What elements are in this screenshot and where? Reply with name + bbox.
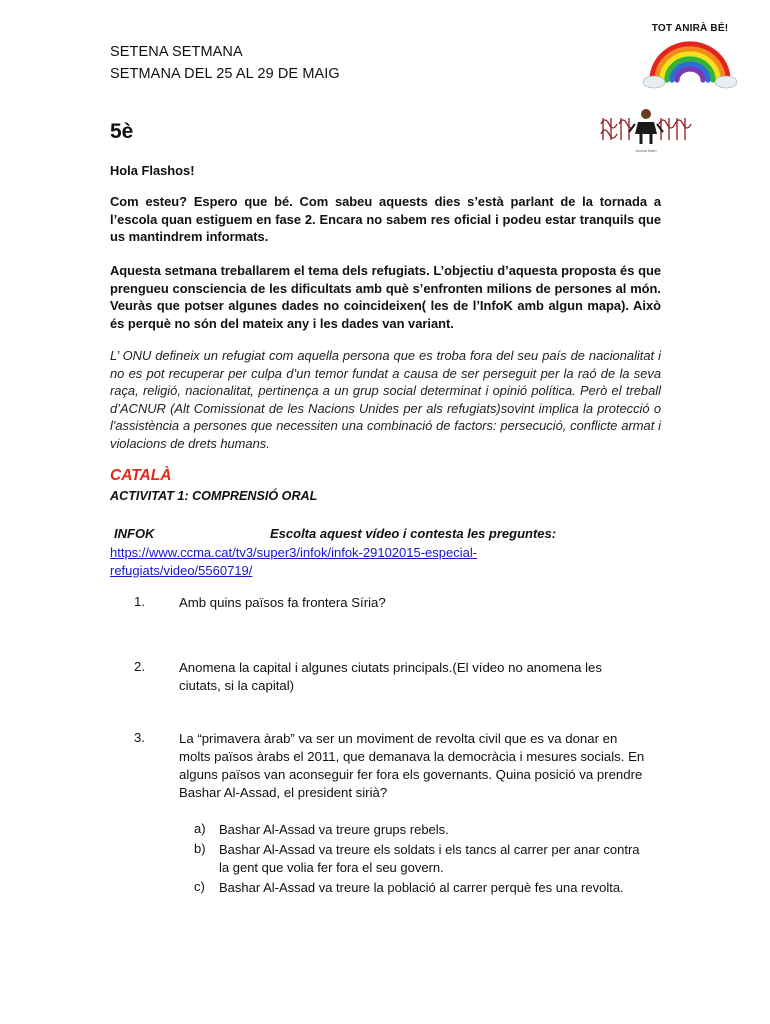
question-number: 1. [134, 594, 145, 609]
question-text: La “primavera àrab” va ser un moviment de revolta civil que es va donar en molts països àrabs el 2011, que demanava la democràcia i mesures socials. En alguns països van aconseguir fer fora els governants. Quina posició va prendre Bashar Al-Assad, el president sirià? [179, 731, 645, 800]
grade-title: 5è [110, 120, 134, 143]
header-line-2: SETMANA DEL 25 AL 29 DE MAIG [110, 66, 340, 82]
rainbow-badge-text: TOT ANIRÀ BÉ! [651, 23, 729, 34]
infok-label: INFOK [114, 526, 155, 541]
question-number: 2. [134, 659, 145, 674]
option-letter: c) [194, 879, 205, 894]
question-text: Anomena la capital i algunes ciutats principals.(El vídeo no anomena les ciutats, si la capital) [179, 660, 602, 693]
header-line-1: SETENA SETMANA [110, 44, 243, 60]
option-text: Bashar Al-Assad va treure la població al carrer perquè fes una revolta. [219, 880, 624, 895]
definition-paragraph: L’ ONU defineix un refugiat com aquella persona que es troba fora del seu país de nacionalitat i no es pot recuperar per culpa d’un temor fundat a causa de ser perseguit per la raó de la seva raça, religió, nacionalitat, pertinença a un grup social determinat i opinió política. Però el treball d’ACNUR (Alt Comissionat de les Nacions Unides per als refugiats)sovint implica la protecció o l'assistència a persones que necessiten una combinació de factors: persecució, conflicte armat i violacions de drets humans. [110, 348, 661, 451]
school-logo-icon [597, 104, 695, 154]
instruction-text: Escolta aquest vídeo i contesta les preguntes: [270, 526, 557, 541]
greeting: Hola Flashos! [110, 163, 195, 178]
intro-paragraph: Com esteu? Espero que bé. Com sabeu aquests dies s’està parlant de la tornada a l’escola quan estiguem en fase 2. Encara no sabem res oficial i podeu estar tranquils que us mantindrem informats. [110, 194, 661, 244]
topic-paragraph: Aquesta setmana treballarem el tema dels refugiats. L’objectiu d’aquesta proposta és que prengueu consciencia de les dificultats amb què s’enfronten milions de persones al món. Veuràs que potser algunes dades no coincideixen( les de l’InfoK amb algun mapa). Això és perquè no són del mateix any i les dades van variant. [110, 263, 661, 331]
rainbow-icon [640, 22, 740, 92]
question-number: 3. [134, 730, 145, 745]
option-text: Bashar Al-Assad va treure els soldats i els tancs al carrer per anar contra la gent que volia fer fora el seu govern. [219, 842, 640, 875]
option-text: Bashar Al-Assad va treure grups rebels. [219, 822, 449, 837]
section-title-catala: CATALÀ [110, 467, 172, 484]
video-link[interactable]: https://www.ccma.cat/tv3/super3/infok/infok-29102015-especial-refugiats/video/5560719/ [110, 545, 478, 578]
logo-caption: escola flash [635, 148, 657, 153]
option-letter: a) [194, 821, 206, 836]
activity-title: ACTIVITAT 1: COMPRENSIÓ ORAL [110, 489, 318, 503]
question-text: Amb quins països fa frontera Síria? [179, 595, 386, 610]
option-letter: b) [194, 841, 206, 856]
